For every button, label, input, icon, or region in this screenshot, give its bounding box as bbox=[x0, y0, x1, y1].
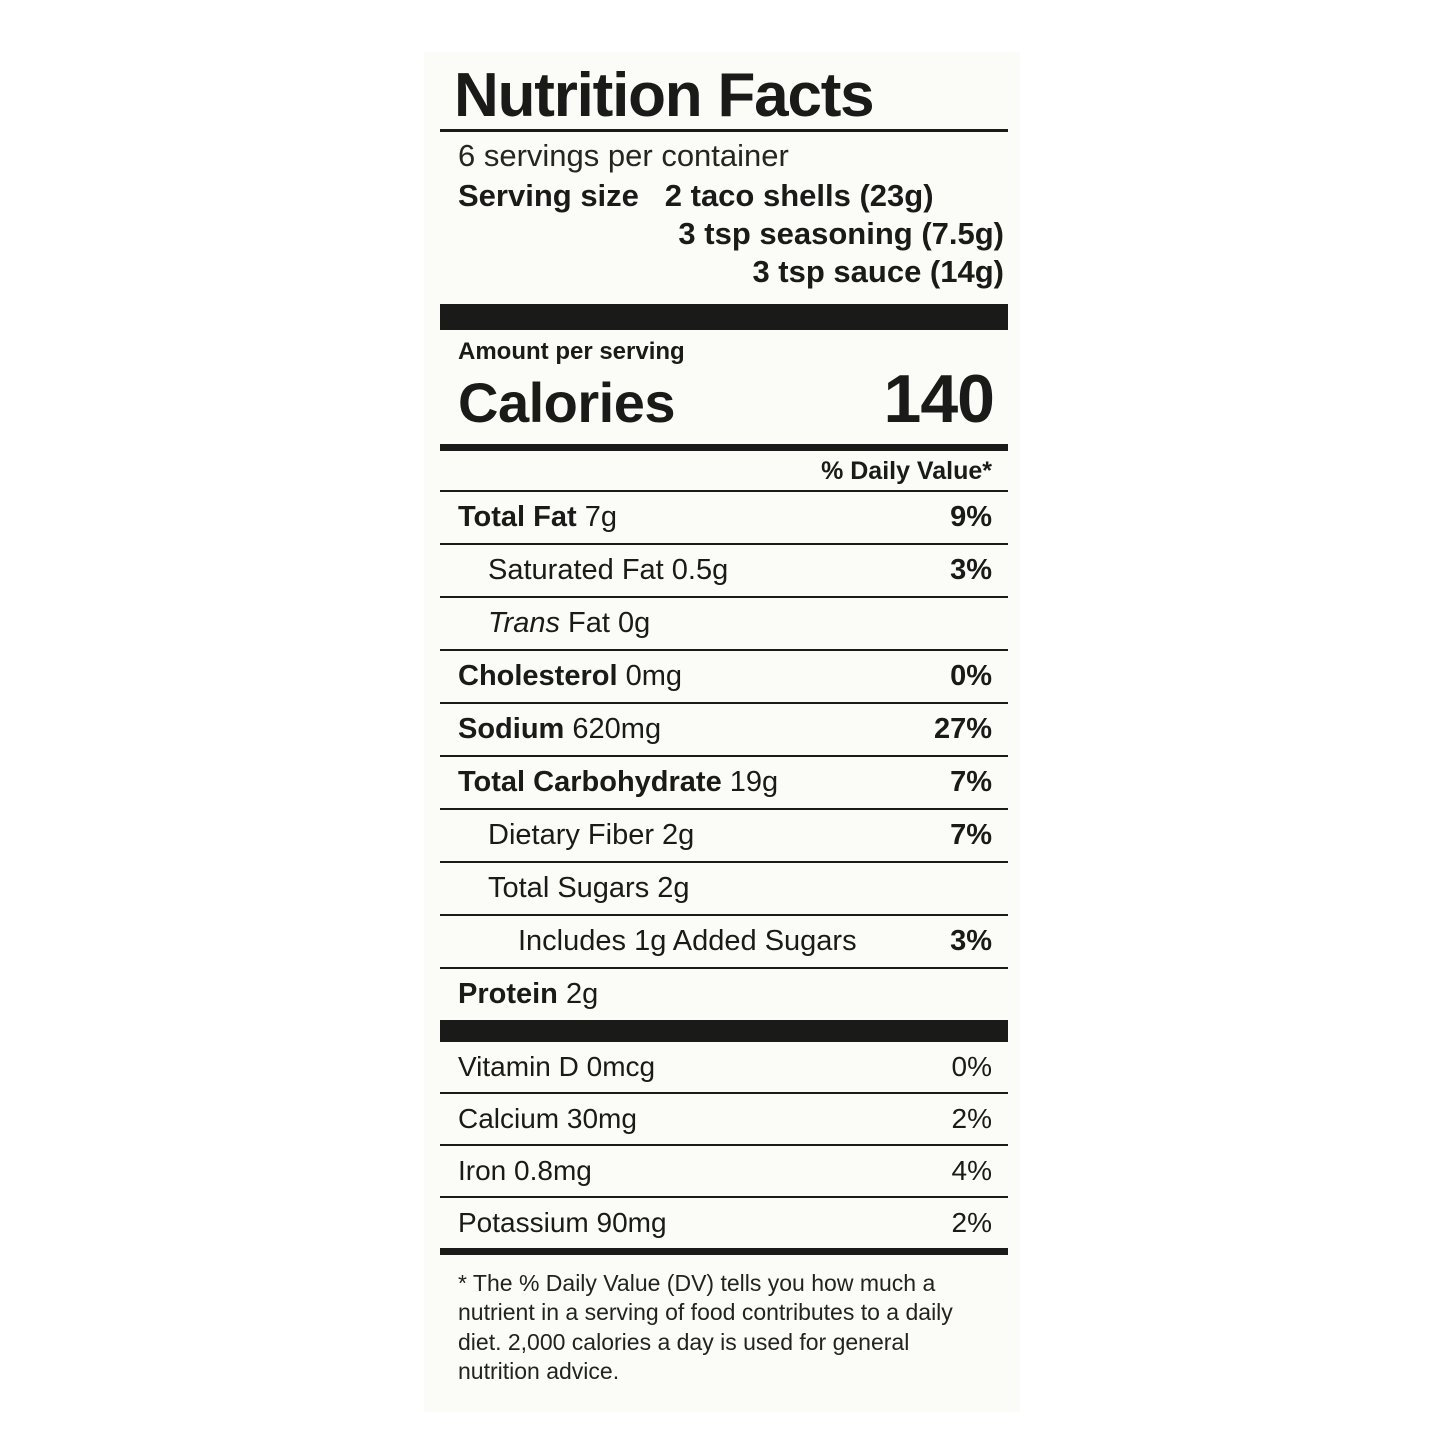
vitamin-row bbox=[440, 1144, 1008, 1196]
divider-calories bbox=[440, 444, 1008, 451]
nutrient-row bbox=[440, 702, 1008, 755]
nutrition-facts-label bbox=[424, 52, 1020, 1412]
nutrient-name: Sodium 620mg bbox=[458, 712, 662, 745]
serving-size-line1 bbox=[458, 178, 1008, 214]
nutrient-table bbox=[440, 490, 1008, 1020]
serving-size-label: Serving size bbox=[458, 177, 639, 213]
vitamin-daily-value: 2% bbox=[951, 1206, 992, 1238]
nutrient-row bbox=[440, 596, 1008, 649]
nutrient-name: Dietary Fiber 2g bbox=[488, 818, 695, 851]
vitamin-row bbox=[440, 1092, 1008, 1144]
vitamin-daily-value: 4% bbox=[951, 1154, 992, 1186]
calories-label: Calories bbox=[458, 370, 675, 434]
vitamin-name: Vitamin D 0mcg bbox=[458, 1050, 656, 1082]
nutrient-name: Includes 1g Added Sugars bbox=[518, 924, 857, 957]
nutrient-row bbox=[440, 861, 1008, 914]
label-title: Nutrition Facts bbox=[454, 61, 874, 130]
nutrient-daily-value: 7% bbox=[950, 818, 992, 851]
daily-value-header: % Daily Value* bbox=[821, 456, 992, 485]
footnote: * The % Daily Value (DV) tells you how much a nutrient in a serving of food contributes to a daily diet. 2,000 calories a day is used for general nutrition advice. bbox=[458, 1269, 953, 1385]
nutrient-daily-value: 9% bbox=[950, 500, 992, 533]
divider-heavy-top bbox=[440, 304, 1008, 330]
nutrient-name: Protein 2g bbox=[458, 977, 599, 1010]
servings-per-container: 6 servings per container bbox=[458, 137, 789, 173]
vitamin-row bbox=[440, 1040, 1008, 1092]
nutrient-name: Cholesterol 0mg bbox=[458, 659, 683, 692]
vitamin-daily-value: 2% bbox=[951, 1102, 992, 1134]
nutrient-daily-value: 3% bbox=[950, 924, 992, 957]
nutrient-daily-value: 7% bbox=[950, 765, 992, 798]
serving-size-line3: 3 tsp sauce (14g) bbox=[752, 253, 1004, 289]
serving-size-value: 2 taco shells (23g) bbox=[664, 177, 934, 213]
nutrient-name: Total Carbohydrate 19g bbox=[458, 765, 779, 798]
divider-vitamins bbox=[440, 1020, 1008, 1040]
vitamin-name: Potassium 90mg bbox=[458, 1206, 667, 1238]
nutrient-row bbox=[440, 755, 1008, 808]
nutrient-row bbox=[440, 543, 1008, 596]
calories-row bbox=[458, 360, 994, 438]
nutrient-daily-value: 3% bbox=[950, 553, 992, 586]
nutrient-row bbox=[440, 808, 1008, 861]
divider-footnote bbox=[440, 1248, 1008, 1255]
calories-value: 140 bbox=[883, 360, 994, 437]
vitamin-table bbox=[440, 1040, 1008, 1248]
nutrient-daily-value: 0% bbox=[950, 659, 992, 692]
vitamin-row bbox=[440, 1196, 1008, 1248]
vitamin-name: Calcium 30mg bbox=[458, 1102, 637, 1134]
vitamin-name: Iron 0.8mg bbox=[458, 1154, 592, 1186]
nutrient-row bbox=[440, 967, 1008, 1020]
amount-per-serving: Amount per serving bbox=[458, 337, 685, 365]
nutrient-name: Saturated Fat 0.5g bbox=[488, 553, 729, 586]
nutrient-row bbox=[440, 914, 1008, 967]
serving-size-line2: 3 tsp seasoning (7.5g) bbox=[678, 215, 1004, 251]
nutrient-name: Total Fat 7g bbox=[458, 500, 618, 533]
nutrient-name: Trans Fat 0g bbox=[488, 606, 651, 639]
nutrient-name: Total Sugars 2g bbox=[488, 871, 690, 904]
nutrient-daily-value: 27% bbox=[933, 712, 992, 745]
nutrient-row bbox=[440, 490, 1008, 543]
vitamin-daily-value: 0% bbox=[951, 1050, 992, 1082]
nutrient-row bbox=[440, 649, 1008, 702]
